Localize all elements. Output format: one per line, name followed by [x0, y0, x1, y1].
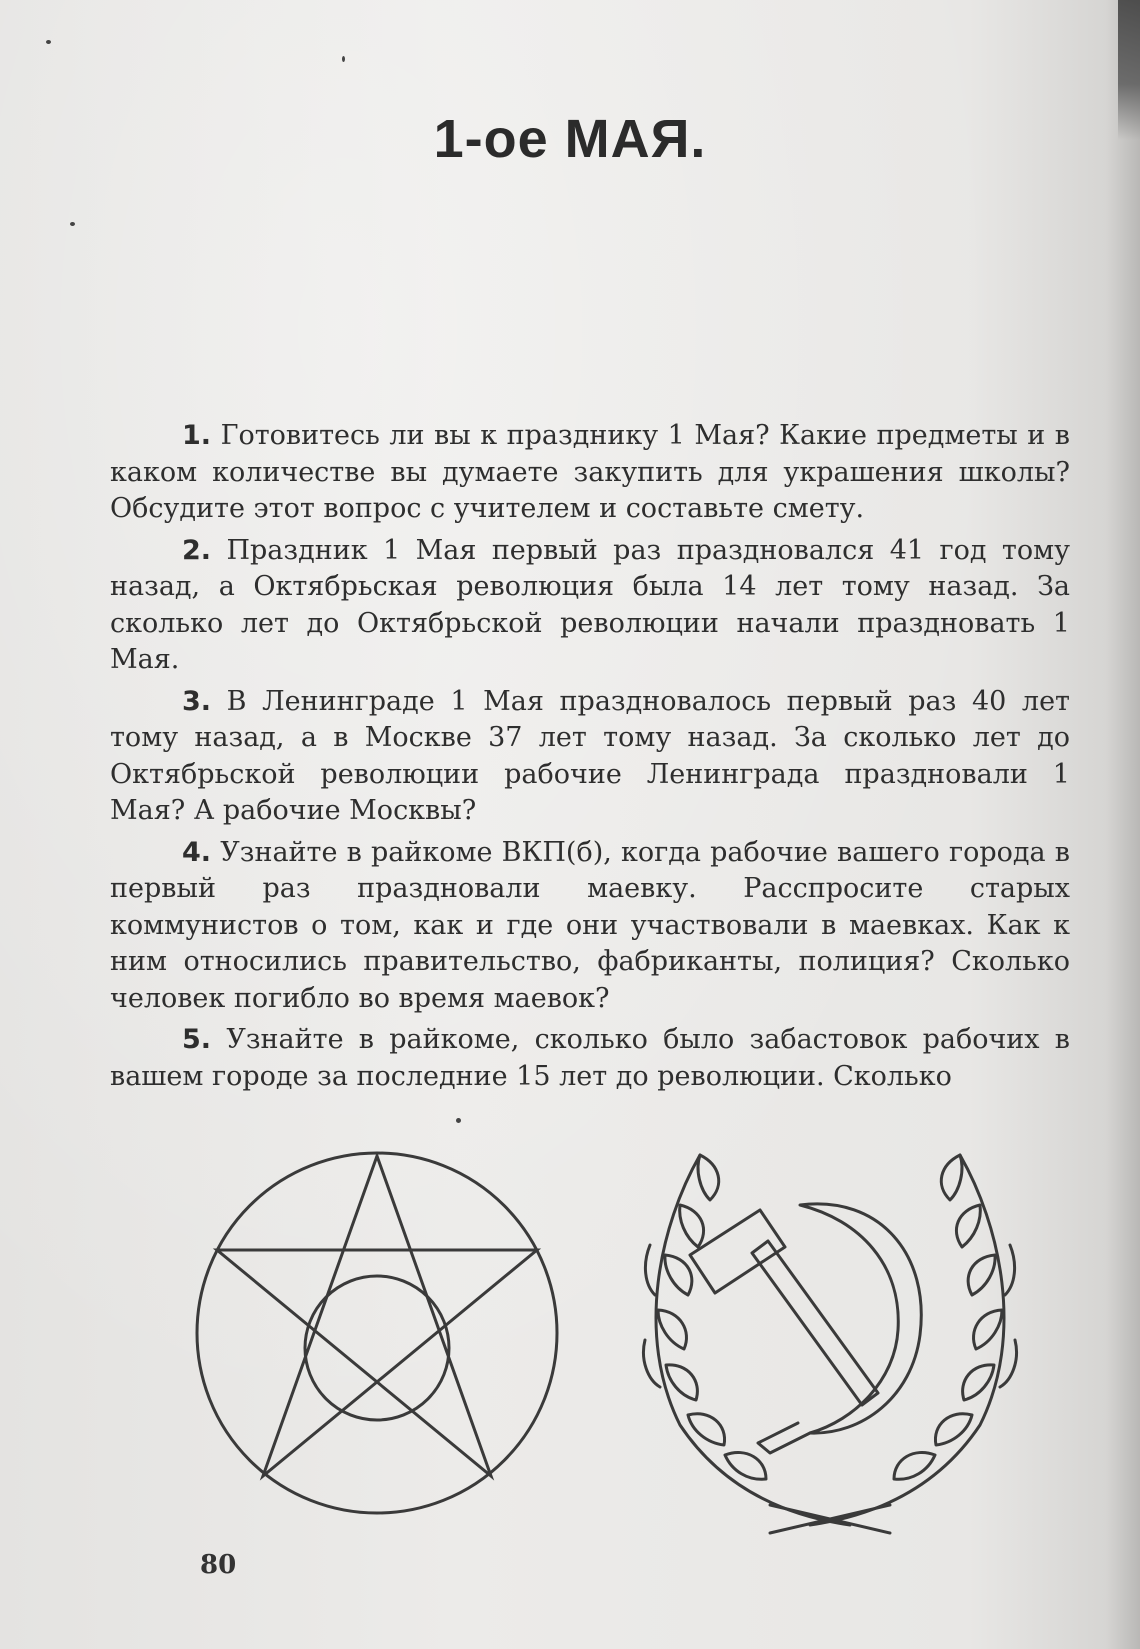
problem-text: В Ленинграде 1 Мая праздновалось первый раз 40 лет тому назад, а в Москве 37 лет тому назад. За сколько лет до Октябрьской революции рабочие Ленинграда праздновали 1 Мая? А рабочие Москвы?	[110, 685, 1070, 826]
problem-number: 1.	[182, 420, 212, 451]
wreath-leaf	[968, 1255, 995, 1295]
problem-item	[110, 835, 1070, 1018]
wreath-leaf	[956, 1205, 980, 1247]
wreath-leaf	[725, 1452, 766, 1479]
problem-number: 2.	[182, 534, 212, 566]
problem-number: 3.	[182, 685, 212, 717]
wreath-leaf	[941, 1155, 962, 1200]
problem-item	[110, 418, 1070, 528]
wreath-leaf	[963, 1365, 994, 1400]
sickle-handle	[758, 1423, 810, 1453]
hammer-handle	[752, 1241, 878, 1405]
wreath-leaf	[688, 1414, 725, 1445]
print-speck	[46, 40, 51, 44]
print-speck	[342, 56, 345, 62]
wreath-leaf	[680, 1205, 704, 1247]
wreath-leaf	[666, 1365, 697, 1400]
wreath-leaf	[645, 1245, 655, 1295]
sickle	[800, 1204, 921, 1433]
page-title: 1-ое МАЯ.	[433, 109, 707, 170]
wreath-leaf	[935, 1414, 972, 1445]
problem-number: 4.	[182, 836, 212, 868]
problem-item	[110, 684, 1070, 830]
problem-text: Узнайте в райкоме, сколько было забастовок рабочих в вашем городе за последние 15 лет до революции. Сколько	[110, 1024, 1070, 1092]
star-shape	[217, 1156, 537, 1476]
problem-text: Праздник 1 Мая первый раз праздновался 41 год тому назад, а Октябрьская революция была 14 лет тому назад. За сколько лет до Октябрьской революции начали праздновать 1 Мая.	[110, 534, 1070, 675]
problem-number: 5.	[182, 1024, 212, 1055]
wreath-leaf	[698, 1155, 719, 1200]
star-in-circle-illustration	[192, 1148, 562, 1518]
hammer-sickle-wreath-illustration	[640, 1135, 1020, 1535]
print-speck	[70, 222, 75, 226]
outer-circle	[197, 1153, 557, 1513]
wreath-tie	[770, 1505, 890, 1533]
wreath-leaf	[658, 1310, 686, 1349]
print-speck	[456, 1118, 461, 1123]
wreath-leaf	[894, 1452, 935, 1479]
wreath-leaf	[665, 1255, 692, 1295]
problem-item	[110, 533, 1070, 679]
problem-text: Узнайте в райкоме ВКП(б), когда рабочие вашего города в первый раз праздновали маевку. Расспросите старых коммунистов о том, как и где они участвовали в маевках. Как к ним относились правительство, фабриканты, полиция? Сколько человек погибло во время маевок?	[110, 836, 1070, 1014]
problem-list	[110, 418, 1070, 1100]
wreath-leaf	[1005, 1245, 1015, 1295]
page-number: 80	[200, 1550, 237, 1580]
problem-text: Готовитесь ли вы к празднику 1 Мая? Какие предметы и в каком количестве вы думаете закупить для украшения школы? Обсудите этот вопрос с учителем и составьте смету.	[110, 420, 1070, 524]
wreath-leaf	[974, 1310, 1002, 1349]
problem-item	[110, 1022, 1070, 1095]
